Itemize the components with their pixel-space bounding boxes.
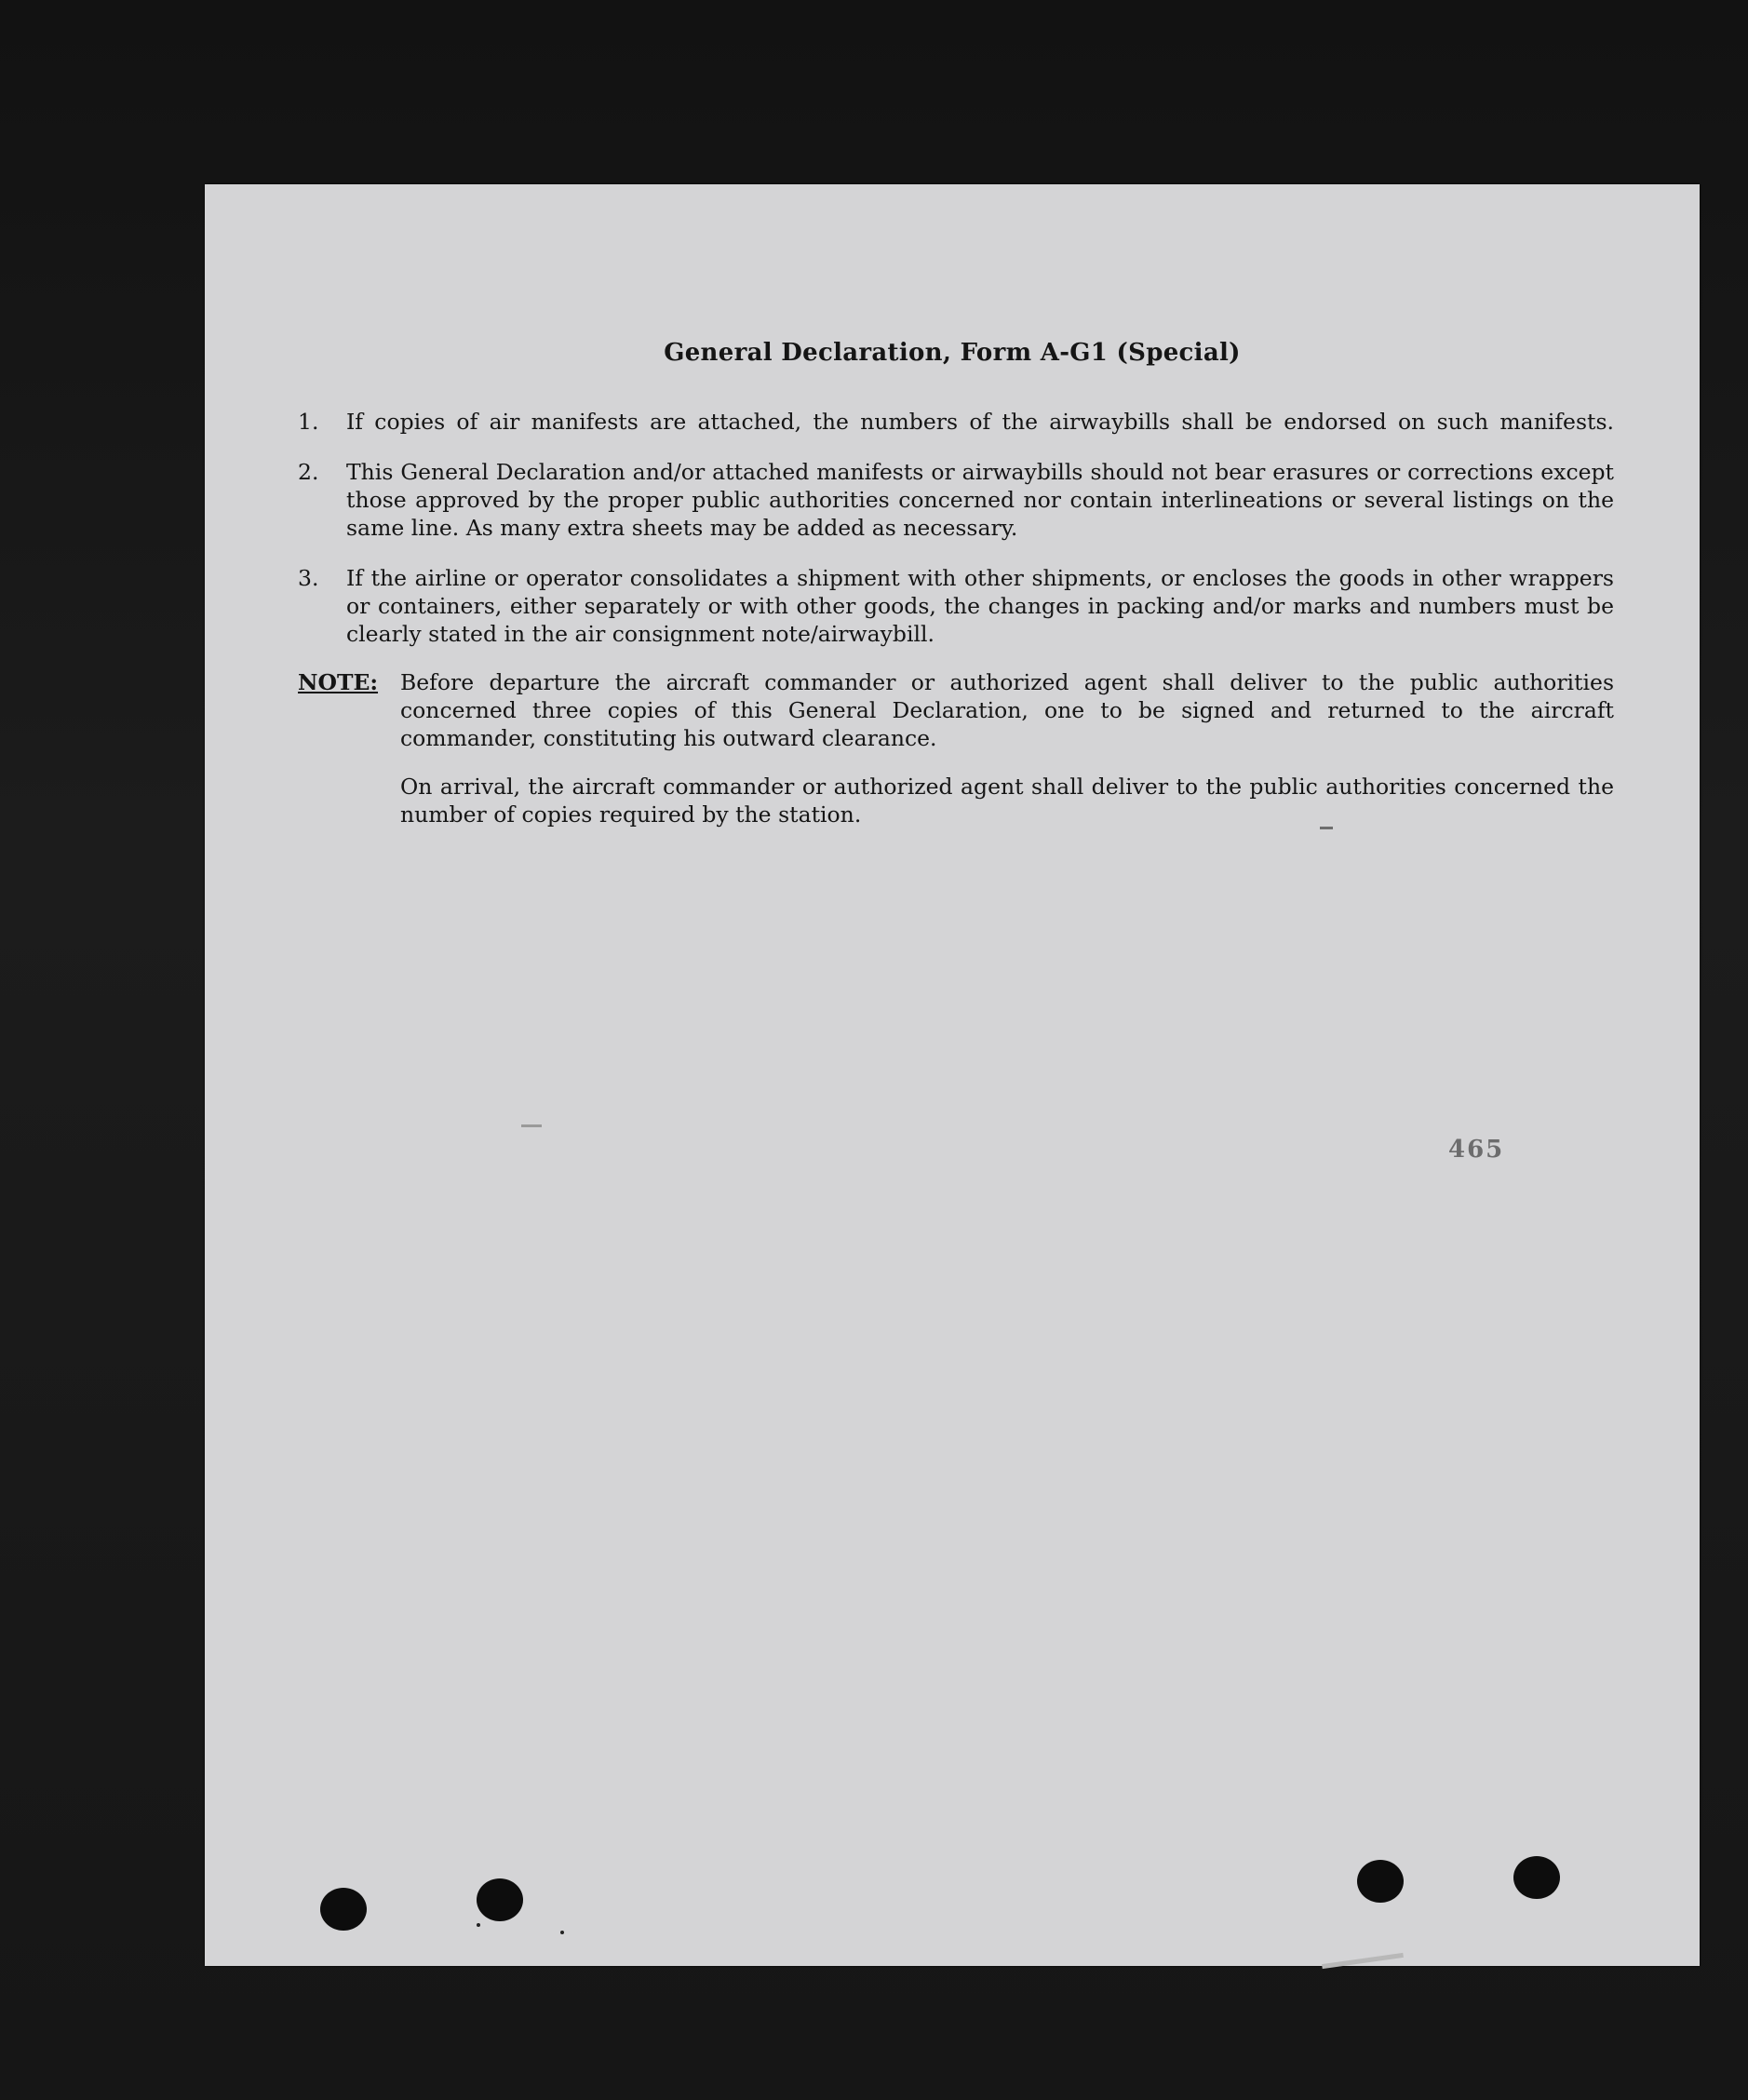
scan-mark	[521, 1124, 542, 1127]
note-label: NOTE:	[298, 669, 379, 695]
punch-hole	[477, 1878, 523, 1921]
list-item	[298, 458, 1614, 544]
speck	[477, 1923, 480, 1927]
item-number: 3.	[298, 565, 319, 591]
item-number: 1.	[298, 409, 319, 435]
item-text: This General Declaration and/or attached manifests or airwaybills should not bear erasures or corrections except those approved by the proper public authorities concerned nor contain interlineations or several listings on the same line. As many extra sheets may be added as necessary.	[346, 459, 1614, 541]
document-title: General Declaration, Form A-G1 (Special)	[664, 339, 1241, 367]
speck	[560, 1931, 564, 1934]
document-page	[205, 184, 1700, 1966]
note-paragraph: On arrival, the aircraft commander or authorized agent shall deliver to the public authorities concerned the number of copies required by the station.	[400, 774, 1614, 828]
punch-hole	[320, 1888, 367, 1931]
list-item	[298, 408, 1614, 438]
item-text: If copies of air manifests are attached, the numbers of the airwaybills shall be endorsed on such manifests.	[346, 409, 1614, 435]
punch-hole	[1357, 1860, 1404, 1903]
punch-hole	[1513, 1856, 1560, 1899]
scan-mark	[1320, 827, 1333, 829]
item-text: If the airline or operator consolidates a shipment with other shipments, or encloses the goods in other wrappers or containers, either separately or with other goods, the changes in packing and/or marks and numbers must be clearly stated in the air consignment note/airwaybill.	[346, 565, 1614, 647]
stamp-number: 465	[1448, 1136, 1505, 1164]
item-number: 2.	[298, 459, 319, 485]
note-paragraph: Before departure the aircraft commander or authorized agent shall deliver to the public authorities concerned three copies of this General Declaration, one to be signed and returned to the aircraft commander, constituting his outward clearance.	[400, 669, 1614, 751]
list-item	[298, 564, 1614, 650]
